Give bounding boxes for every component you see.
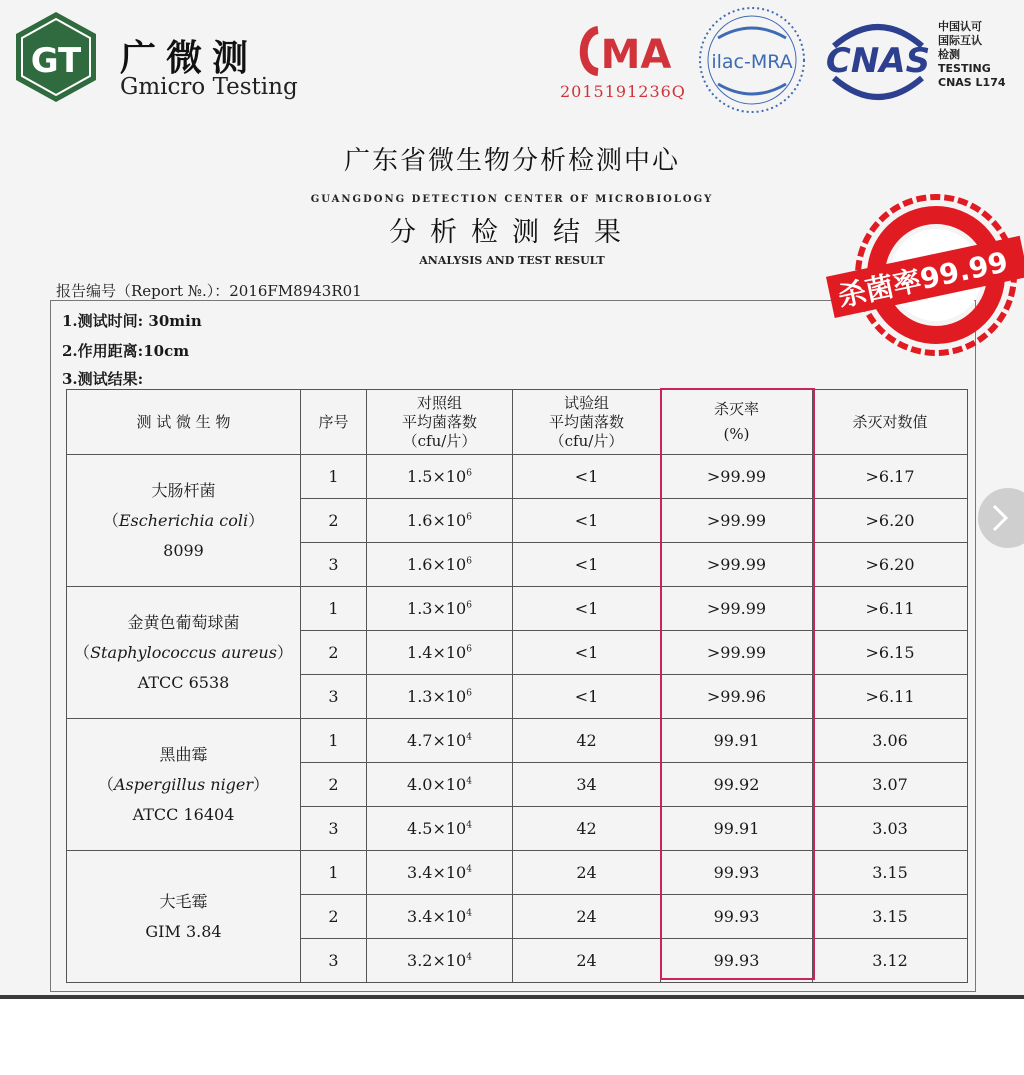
organism-cell <box>67 587 301 719</box>
cnas-logo-icon <box>820 16 936 106</box>
test-count-cell: <1 <box>513 587 661 631</box>
ilac-mra-seal-icon <box>696 4 808 116</box>
kill-rate-cell: >99.99 <box>661 587 813 631</box>
cnas-caption <box>938 20 1024 90</box>
stamp-text: 杀菌率99.99 <box>835 245 1011 314</box>
organism-name-cn: 大肠杆菌 <box>151 480 216 500</box>
seq-cell: 3 <box>301 939 367 983</box>
kill-rate-cell: 99.93 <box>661 895 813 939</box>
control-count-cell: $3.4\times 10^4$ <box>367 895 513 939</box>
logo-letters: GT <box>30 41 82 81</box>
col-test: 试验组 平均菌落数 （cfu/片） <box>513 390 661 455</box>
cma-mark-icon <box>574 22 678 80</box>
chevron-right-icon <box>986 488 1016 548</box>
col-seq: 序号 <box>301 390 367 455</box>
log-value-cell: 3.03 <box>813 807 968 851</box>
test-count-cell: 24 <box>513 851 661 895</box>
test-count-cell: 34 <box>513 763 661 807</box>
seq-cell: 2 <box>301 763 367 807</box>
test-count-cell: <1 <box>513 543 661 587</box>
seq-cell: 3 <box>301 543 367 587</box>
action-distance: 2.作用距离:10cm <box>62 342 190 360</box>
cnas-caption-line: 国际互认 <box>938 34 982 47</box>
kill-rate-cell: >99.99 <box>661 631 813 675</box>
col-log-value: 杀灭对数值 <box>813 390 968 455</box>
table-body <box>67 455 968 983</box>
test-count-cell: 24 <box>513 895 661 939</box>
organism-name-cn: 黑曲霉 <box>159 744 208 764</box>
organism-cell <box>67 851 301 983</box>
control-count-cell: $1.3\times 10^6$ <box>367 675 513 719</box>
log-value-cell: 3.15 <box>813 851 968 895</box>
control-count-cell: $4.5\times 10^4$ <box>367 807 513 851</box>
organism-strain-code: ATCC 16404 <box>132 804 235 824</box>
seq-cell: 3 <box>301 807 367 851</box>
seq-cell: 2 <box>301 499 367 543</box>
gt-logo-icon <box>14 10 98 104</box>
kill-rate-highlight <box>660 388 815 980</box>
organism-name-latin: （Aspergillus niger） <box>97 774 270 794</box>
table-row <box>67 851 968 895</box>
organism-strain-code: 8099 <box>163 540 204 560</box>
log-value-cell: 3.07 <box>813 763 968 807</box>
table-header-row <box>67 390 968 455</box>
control-count-cell: $3.2\times 10^4$ <box>367 939 513 983</box>
log-value-cell: >6.17 <box>813 455 968 499</box>
organism-cell <box>67 719 301 851</box>
log-value-cell: >6.20 <box>813 543 968 587</box>
cnas-caption-line: CNAS L174 <box>938 76 1006 89</box>
table-row <box>67 719 968 763</box>
svg-text:MA: MA <box>600 32 672 78</box>
test-count-cell: 42 <box>513 719 661 763</box>
log-value-cell: >6.11 <box>813 587 968 631</box>
control-count-cell: $1.4\times 10^6$ <box>367 631 513 675</box>
cnas-caption-line: 检测 <box>938 48 960 61</box>
kill-rate-cell: 99.91 <box>661 719 813 763</box>
control-count-cell: $1.5\times 10^6$ <box>367 455 513 499</box>
organism-name-latin: （Staphylococcus aureus） <box>74 642 293 662</box>
log-value-cell: >6.11 <box>813 675 968 719</box>
log-value-cell: >6.20 <box>813 499 968 543</box>
next-page-button[interactable] <box>978 488 1024 548</box>
log-value-cell: 3.12 <box>813 939 968 983</box>
control-count-cell: $4.0\times 10^4$ <box>367 763 513 807</box>
brand-name-en: Gmicro Testing <box>120 74 298 100</box>
table-row <box>67 455 968 499</box>
organism-strain-code: ATCC 6538 <box>137 672 230 692</box>
control-count-cell: $1.6\times 10^6$ <box>367 499 513 543</box>
organism-name-cn: 金黄色葡萄球菌 <box>127 612 240 632</box>
cma-code: 2015191236Q <box>560 82 686 101</box>
test-count-cell: 42 <box>513 807 661 851</box>
kill-rate-cell: 99.93 <box>661 939 813 983</box>
kill-rate-cell: 99.91 <box>661 807 813 851</box>
center-title-cn: 广东省微生物分析检测中心 <box>343 146 680 176</box>
log-value-cell: >6.15 <box>813 631 968 675</box>
kill-rate-cell: 99.93 <box>661 851 813 895</box>
test-time: 1.测试时间: 30min <box>62 312 202 330</box>
seq-cell: 1 <box>301 719 367 763</box>
control-count-cell: $3.4\times 10^4$ <box>367 851 513 895</box>
test-count-cell: <1 <box>513 499 661 543</box>
kill-rate-cell: >99.99 <box>661 543 813 587</box>
results-table <box>66 389 968 983</box>
organism-name-latin: （Escherichia coli） <box>102 510 265 530</box>
kill-rate-stamp-icon <box>826 190 1024 360</box>
test-results-label: 3.测试结果: <box>62 370 144 388</box>
result-title-cn: 分析检测结果 <box>389 217 635 248</box>
test-count-cell: <1 <box>513 675 661 719</box>
log-value-cell: 3.06 <box>813 719 968 763</box>
kill-rate-cell: >99.99 <box>661 499 813 543</box>
svg-text:ilac-MRA: ilac-MRA <box>711 51 793 73</box>
control-count-cell: $1.6\times 10^6$ <box>367 543 513 587</box>
control-count-cell: $4.7\times 10^4$ <box>367 719 513 763</box>
organism-cell <box>67 455 301 587</box>
test-count-cell: <1 <box>513 631 661 675</box>
seq-cell: 1 <box>301 455 367 499</box>
col-kill-rate: 杀灭率 (%) <box>661 390 813 455</box>
seq-cell: 1 <box>301 851 367 895</box>
kill-rate-cell: 99.92 <box>661 763 813 807</box>
test-count-cell: 24 <box>513 939 661 983</box>
result-title-en: ANALYSIS AND TEST RESULT <box>419 254 605 267</box>
col-control: 对照组 平均菌落数 （cfu/片） <box>367 390 513 455</box>
brand-name-cn: 广微测 <box>120 38 259 79</box>
cnas-caption-line: TESTING <box>938 62 991 75</box>
test-count-cell: <1 <box>513 455 661 499</box>
log-value-cell: 3.15 <box>813 895 968 939</box>
col-organism: 测 试 微 生 物 <box>67 390 301 455</box>
organism-strain-code: GIM 3.84 <box>145 921 222 941</box>
seq-cell: 3 <box>301 675 367 719</box>
document-bottom-edge <box>0 995 1024 999</box>
report-number: 报告编号（Report №.）：2016FM8943R01 <box>56 282 362 300</box>
seq-cell: 2 <box>301 895 367 939</box>
organism-name-cn: 大毛霉 <box>159 891 208 911</box>
kill-rate-cell: >99.96 <box>661 675 813 719</box>
svg-text:CNAS: CNAS <box>825 41 931 81</box>
center-title-en: GUANGDONG DETECTION CENTER OF MICROBIOLOGY <box>310 194 714 205</box>
table-row <box>67 587 968 631</box>
kill-rate-cell: >99.99 <box>661 455 813 499</box>
cnas-caption-line: 中国认可 <box>938 20 982 33</box>
seq-cell: 2 <box>301 631 367 675</box>
control-count-cell: $1.3\times 10^6$ <box>367 587 513 631</box>
seq-cell: 1 <box>301 587 367 631</box>
